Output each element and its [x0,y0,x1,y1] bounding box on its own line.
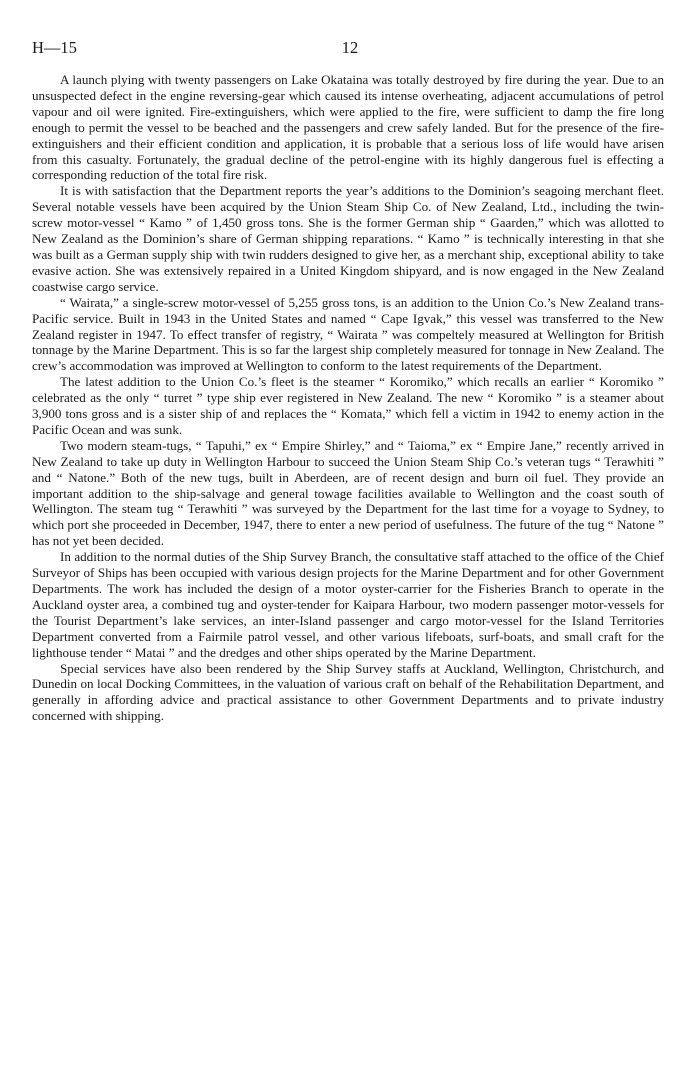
paragraph-special-services: Special services have also been rendered by the Ship Survey staffs at Auckland, Wellington, Christchurch, and Dunedin on local Docking Committees, in the valuation of various craft on behalf of the Rehabilitation Department, and generally in affording advice and practical assistance to other Government Departments and to private industry concerned with shipping. [32,660,664,724]
paragraph-design-projects: In addition to the normal duties of the Ship Survey Branch, the consultative staff attached to the office of the Chief Surveyor of Ships has been occupied with various design projects for the Marine Department and for other Government Departments. The work has included the design of a motor oyster-carrier for the Fisheries Branch to operate in the Auckland oyster area, a combined tug and oyster-tender for Kaipara Harbour, two modern passenger motor-vessels for the Tourist Department’s lake services, an inter-Island passenger and cargo motor-vessel for the Island Territories Department converted from a Fairmile patrol vessel, and other various lifeboats, surf-boats, and small craft for the lighthouse tender “ Matai ” and the dredges and other ships operated by the Marine Department. [32,549,664,660]
paragraph-wairata: “ Wairata,” a single-screw motor-vessel of 5,255 gross tons, is an addition to the Union Co.’s New Zealand trans-Pacific service. Built in 1943 in the United States and named “ Cape Igvak,” this vessel was transferred to the New Zealand register in 1947. To effect transfer of registry, “ Wairata ” was compeltely measured at Wellington for British tonnage by the Marine Department. This is so far the largest ship completely measured for tonnage in New Zealand. The crew’s accommodation was improved at Wellington to conform to the latest requirements of the Department. [32,294,664,374]
paragraph-koromiko: The latest addition to the Union Co.’s fleet is the steamer “ Koromiko,” which recalls an earlier “ Koromiko ” celebrated as the only “ turret ” type ship ever registered in New Zealand. The new “ Koromiko ” is a steamer about 3,900 tons gross and is a sister ship of and replaces the “ Komata,” which fell a victim in 1942 to enemy action in the Pacific Ocean and was sunk. [32,374,664,437]
page-header [32,38,668,62]
paragraph-launch-fire: A launch plying with twenty passengers on Lake Okataina was totally destroyed by fire during the year. Due to an unsuspected defect in the engine reversing-gear which caused its intense overheating, adjacent accumulations of petrol vapour and oil were ignited. Fire-extinguishers, which were applied to the fire, were sufficient to damp the fire long enough to permit the vessel to be beached and the passengers and crew safely landed. But for the presence of the fire-extinguishers and their efficient condition and application, it is probable that a serious loss of life would have arisen from this casualty. Fortunately, the gradual decline of the petrol-engine with its highly dangerous fuel is effecting a corresponding reduction of the total fire risk. [32,72,664,183]
body-text [32,72,664,724]
paragraph-fleet-additions-kamo: It is with satisfaction that the Department reports the year’s additions to the Dominion’s seagoing merchant fleet. Several notable vessels have been acquired by the Union Steam Ship Co. of New Zealand, Ltd., including the twin-screw motor-vessel “ Kamo ” of 1,450 gross tons. She is the former German ship “ Gaarden,” which was allotted to New Zealand as the Dominion’s share of German shipping reparations. “ Kamo ” is technically interesting in that she was built as a German supply ship with twin rudders designed to give her, as a merchant ship, exceptional ability to take evasive action. She was extensively repaired in a United Kingdom shipyard, and is now engaged in the New Zealand coastwise cargo service. [32,183,664,294]
page-number: 12 [341,38,359,57]
paragraph-steam-tugs: Two modern steam-tugs, “ Tapuhi,” ex “ Empire Shirley,” and “ Taioma,” ex “ Empire Jane,” recently arrived in New Zealand to take up duty in Wellington Harbour to succeed the Union Steam Ship Co.’s veteran tugs “ Terawhiti ” and “ Natone.” Both of the new tugs, built in Aberdeen, are of recent design and burn oil fuel. They provide an important addition to the ship-salvage and general towage facilities available to Wellington and the coast south of Wellington. The steam tug “ Terawhiti ” was surveyed by the Department for the last time for a voyage to Sydney, to which port she proceeded in December, 1947, there to enter a new period of usefulness. The future of the tug “ Natone ” has not yet been decided. [32,437,664,549]
report-reference: H—15 [32,38,77,57]
